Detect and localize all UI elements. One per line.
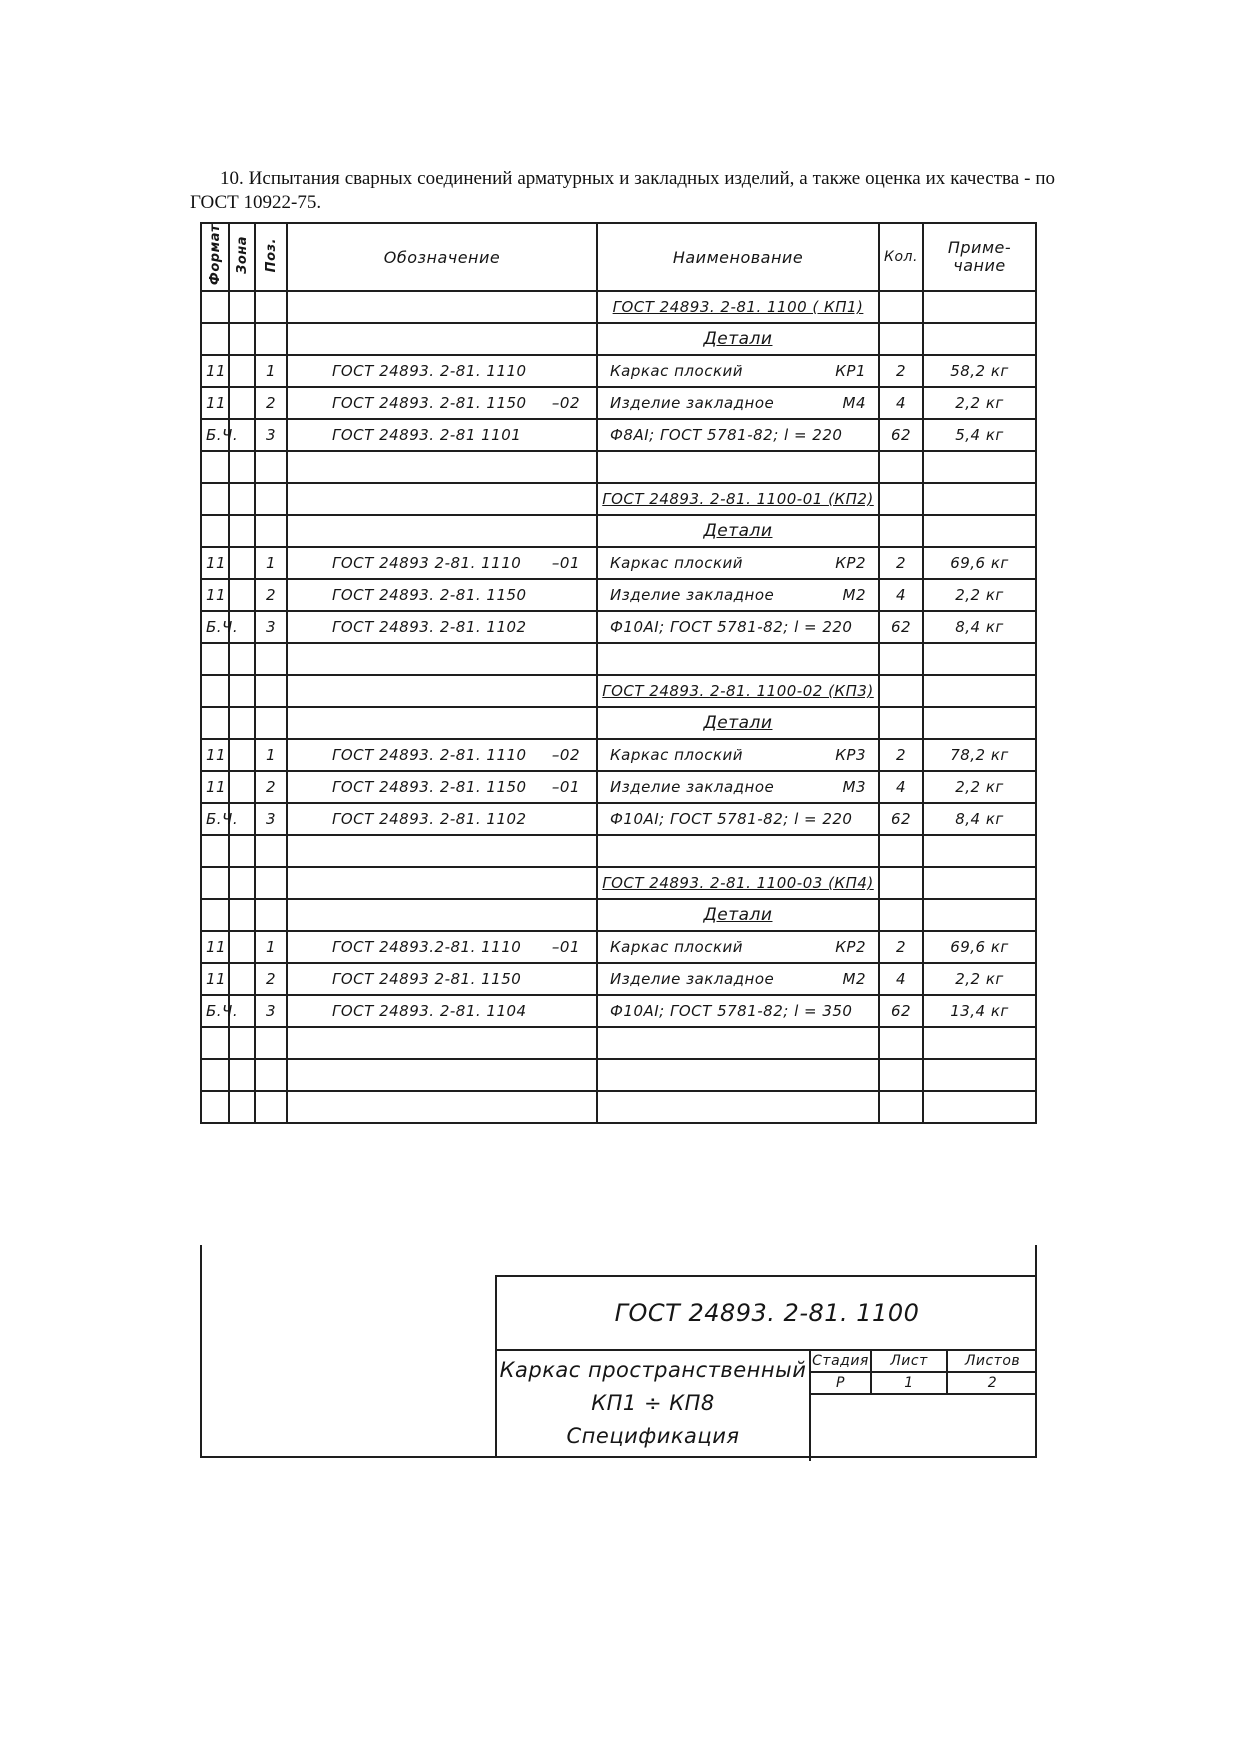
cell-name xyxy=(597,963,879,995)
name-code: М4 xyxy=(842,394,866,412)
cell-designation xyxy=(287,867,597,899)
cell-designation xyxy=(287,643,597,675)
table-row xyxy=(201,419,1036,451)
cell-name xyxy=(597,1091,879,1123)
stamp-name-line3: Спецификация xyxy=(566,1424,740,1448)
subheading-row xyxy=(201,899,1036,931)
cell-name xyxy=(597,1059,879,1091)
cell-qty xyxy=(879,899,923,931)
cell-zone xyxy=(229,899,255,931)
cell-designation xyxy=(287,995,597,1027)
section-title: ГОСТ 24893. 2-81. 1100-03 (КП4) xyxy=(602,874,874,892)
cell-pos xyxy=(255,867,287,899)
cell-pos: 2 xyxy=(255,387,287,419)
stamp-sheets-label: Листов xyxy=(947,1351,1037,1372)
cell-designation xyxy=(287,323,597,355)
cell-designation xyxy=(287,739,597,771)
cell-designation xyxy=(287,675,597,707)
subheading-text: Детали xyxy=(703,905,773,925)
cell-format: 11 xyxy=(201,739,229,771)
cell-qty xyxy=(879,1027,923,1059)
designation-suffix: –01 xyxy=(551,938,580,956)
cell-designation xyxy=(287,451,597,483)
name-text: Изделие закладное xyxy=(610,778,775,796)
cell-qty: 4 xyxy=(879,579,923,611)
cell-pos xyxy=(255,675,287,707)
cell-note xyxy=(923,483,1036,515)
cell-designation xyxy=(287,963,597,995)
cell-format: Б.Ч. xyxy=(201,419,229,451)
name-text: Ф8АI; ГОСТ 5781-82; l = 220 xyxy=(610,426,843,444)
cell-zone xyxy=(229,771,255,803)
section-title: ГОСТ 24893. 2-81. 1100 ( КП1) xyxy=(612,298,864,316)
stamp-stage-label: Стадия xyxy=(811,1351,871,1372)
stamp-document-name xyxy=(497,1351,811,1461)
designation-text: ГОСТ 24893. 2-81. 1150 xyxy=(332,394,527,412)
cell-note xyxy=(923,835,1036,867)
cell-pos xyxy=(255,1091,287,1123)
designation-text: ГОСТ 24893. 2-81. 1150 xyxy=(332,778,527,796)
header-pos: Поз. xyxy=(255,223,287,291)
name-text: Ф10АI; ГОСТ 5781-82; l = 350 xyxy=(610,1002,853,1020)
cell-pos xyxy=(255,899,287,931)
cell-qty xyxy=(879,707,923,739)
cell-note: 69,6 кг xyxy=(923,547,1036,579)
name-code: КР1 xyxy=(835,362,866,380)
empty-row xyxy=(201,835,1036,867)
name-text: Каркас плоский xyxy=(610,554,744,572)
cell-format: 11 xyxy=(201,355,229,387)
name-code: М3 xyxy=(842,778,866,796)
subheading-text: Детали xyxy=(703,329,773,349)
designation-text: ГОСТ 24893 2-81. 1150 xyxy=(332,970,522,988)
cell-zone xyxy=(229,1027,255,1059)
cell-pos: 2 xyxy=(255,963,287,995)
cell-name xyxy=(597,579,879,611)
cell-note: 8,4 кг xyxy=(923,611,1036,643)
cell-qty xyxy=(879,291,923,323)
cell-qty: 4 xyxy=(879,963,923,995)
stamp-document-code: ГОСТ 24893. 2-81. 1100 xyxy=(497,1277,1037,1351)
name-code: М2 xyxy=(842,970,866,988)
name-text: Каркас плоский xyxy=(610,938,744,956)
cell-subheading xyxy=(597,899,879,931)
cell-pos: 3 xyxy=(255,803,287,835)
subheading-row xyxy=(201,515,1036,547)
cell-pos: 2 xyxy=(255,579,287,611)
cell-name xyxy=(597,355,879,387)
cell-qty: 62 xyxy=(879,995,923,1027)
empty-row xyxy=(201,1027,1036,1059)
cell-name xyxy=(597,931,879,963)
cell-format: Б.Ч. xyxy=(201,803,229,835)
cell-qty: 2 xyxy=(879,739,923,771)
name-code: КР2 xyxy=(835,938,866,956)
cell-pos: 1 xyxy=(255,355,287,387)
cell-format xyxy=(201,643,229,675)
cell-designation xyxy=(287,931,597,963)
table-row xyxy=(201,931,1036,963)
cell-pos: 3 xyxy=(255,419,287,451)
cell-note xyxy=(923,1059,1036,1091)
cell-format xyxy=(201,515,229,547)
empty-row xyxy=(201,1091,1036,1123)
cell-note: 58,2 кг xyxy=(923,355,1036,387)
table-row xyxy=(201,771,1036,803)
cell-qty xyxy=(879,867,923,899)
cell-format xyxy=(201,835,229,867)
empty-row xyxy=(201,643,1036,675)
table-row xyxy=(201,611,1036,643)
cell-qty: 62 xyxy=(879,611,923,643)
header-zone: Зона xyxy=(229,223,255,291)
cell-section-title xyxy=(597,291,879,323)
cell-format xyxy=(201,451,229,483)
stamp-sheets-value: 2 xyxy=(947,1372,1037,1394)
cell-note xyxy=(923,867,1036,899)
cell-name xyxy=(597,451,879,483)
cell-pos xyxy=(255,515,287,547)
cell-subheading xyxy=(597,323,879,355)
designation-suffix: –01 xyxy=(551,554,580,572)
name-text: Изделие закладное xyxy=(610,586,775,604)
cell-zone xyxy=(229,1091,255,1123)
cell-note xyxy=(923,1091,1036,1123)
cell-name xyxy=(597,995,879,1027)
name-code: КР2 xyxy=(835,554,866,572)
cell-format xyxy=(201,483,229,515)
name-code: КР3 xyxy=(835,746,866,764)
cell-qty xyxy=(879,675,923,707)
designation-text: ГОСТ 24893. 2-81. 1102 xyxy=(332,810,527,828)
cell-pos xyxy=(255,1059,287,1091)
cell-name xyxy=(597,547,879,579)
cell-designation xyxy=(287,355,597,387)
cell-zone xyxy=(229,931,255,963)
cell-zone xyxy=(229,867,255,899)
stamp-sheet-value: 1 xyxy=(871,1372,947,1394)
cell-format: Б.Ч. xyxy=(201,611,229,643)
cell-format: 11 xyxy=(201,579,229,611)
cell-pos xyxy=(255,707,287,739)
name-text: Ф10АI; ГОСТ 5781-82; l = 220 xyxy=(610,810,853,828)
cell-zone xyxy=(229,547,255,579)
designation-text: ГОСТ 24893. 2-81 1101 xyxy=(332,426,522,444)
table-row xyxy=(201,355,1036,387)
cell-designation xyxy=(287,419,597,451)
cell-zone xyxy=(229,1059,255,1091)
cell-designation xyxy=(287,579,597,611)
table-header-row xyxy=(201,223,1036,291)
cell-designation xyxy=(287,1027,597,1059)
cell-pos: 2 xyxy=(255,771,287,803)
cell-name xyxy=(597,419,879,451)
designation-text: ГОСТ 24893. 2-81. 1150 xyxy=(332,586,527,604)
cell-zone xyxy=(229,483,255,515)
title-block-frame xyxy=(200,1245,1037,1458)
table-row xyxy=(201,963,1036,995)
cell-section-title xyxy=(597,867,879,899)
cell-format: Б.Ч. xyxy=(201,995,229,1027)
header-designation: Обозначение xyxy=(287,223,597,291)
cell-designation xyxy=(287,803,597,835)
subheading-text: Детали xyxy=(703,521,773,541)
cell-designation xyxy=(287,483,597,515)
cell-note xyxy=(923,1027,1036,1059)
cell-note xyxy=(923,323,1036,355)
cell-zone xyxy=(229,291,255,323)
cell-format xyxy=(201,675,229,707)
cell-note: 8,4 кг xyxy=(923,803,1036,835)
cell-designation xyxy=(287,835,597,867)
name-code: М2 xyxy=(842,586,866,604)
cell-pos: 3 xyxy=(255,611,287,643)
table-body xyxy=(201,291,1036,1123)
cell-subheading xyxy=(597,515,879,547)
cell-note: 69,6 кг xyxy=(923,931,1036,963)
cell-zone xyxy=(229,707,255,739)
cell-note: 13,4 кг xyxy=(923,995,1036,1027)
header-note: Приме- чание xyxy=(923,223,1036,291)
table-row xyxy=(201,547,1036,579)
cell-qty: 2 xyxy=(879,355,923,387)
header-format: Формат xyxy=(201,223,229,291)
cell-pos xyxy=(255,451,287,483)
cell-format xyxy=(201,291,229,323)
header-name: Наименование xyxy=(597,223,879,291)
cell-qty: 62 xyxy=(879,419,923,451)
cell-qty: 2 xyxy=(879,931,923,963)
designation-suffix: –02 xyxy=(551,394,580,412)
cell-note: 2,2 кг xyxy=(923,387,1036,419)
cell-designation xyxy=(287,1059,597,1091)
cell-pos xyxy=(255,483,287,515)
designation-text: ГОСТ 24893 2-81. 1110 xyxy=(332,554,522,572)
cell-format xyxy=(201,707,229,739)
cell-zone xyxy=(229,515,255,547)
cell-note xyxy=(923,899,1036,931)
stamp-name-line1: Каркас пространственный xyxy=(499,1358,807,1382)
cell-pos: 1 xyxy=(255,739,287,771)
cell-designation xyxy=(287,291,597,323)
empty-row xyxy=(201,451,1036,483)
cell-qty xyxy=(879,515,923,547)
cell-designation xyxy=(287,547,597,579)
header-qty: Кол. xyxy=(879,223,923,291)
cell-format: 11 xyxy=(201,387,229,419)
cell-designation xyxy=(287,771,597,803)
table-row xyxy=(201,387,1036,419)
cell-note: 78,2 кг xyxy=(923,739,1036,771)
cell-format xyxy=(201,1027,229,1059)
cell-format xyxy=(201,899,229,931)
cell-qty: 62 xyxy=(879,803,923,835)
title-stamp xyxy=(495,1275,1037,1458)
cell-designation xyxy=(287,1091,597,1123)
intro-paragraph: 10. Испытания сварных соединений арматурных и закладных изделий, а также оценка их качества - по ГОСТ 10922-75. xyxy=(190,168,1055,213)
cell-zone xyxy=(229,675,255,707)
cell-designation xyxy=(287,707,597,739)
cell-format xyxy=(201,1059,229,1091)
cell-note: 2,2 кг xyxy=(923,579,1036,611)
cell-note: 5,4 кг xyxy=(923,419,1036,451)
cell-qty: 4 xyxy=(879,771,923,803)
section-row xyxy=(201,291,1036,323)
section-row xyxy=(201,675,1036,707)
cell-format: 11 xyxy=(201,547,229,579)
section-row xyxy=(201,483,1036,515)
name-text: Изделие закладное xyxy=(610,970,775,988)
cell-pos: 1 xyxy=(255,547,287,579)
stamp-name-line2: КП1 ÷ КП8 xyxy=(591,1391,715,1415)
cell-zone xyxy=(229,643,255,675)
cell-pos: 1 xyxy=(255,931,287,963)
table-row xyxy=(201,803,1036,835)
table-row xyxy=(201,995,1036,1027)
cell-designation xyxy=(287,387,597,419)
cell-format: 11 xyxy=(201,771,229,803)
designation-text: ГОСТ 24893. 2-81. 1102 xyxy=(332,618,527,636)
cell-format: 11 xyxy=(201,963,229,995)
cell-qty xyxy=(879,835,923,867)
cell-qty xyxy=(879,1091,923,1123)
cell-format xyxy=(201,867,229,899)
section-title: ГОСТ 24893. 2-81. 1100-01 (КП2) xyxy=(602,490,874,508)
cell-qty xyxy=(879,323,923,355)
cell-qty: 4 xyxy=(879,387,923,419)
cell-pos: 3 xyxy=(255,995,287,1027)
cell-designation xyxy=(287,611,597,643)
cell-pos xyxy=(255,643,287,675)
cell-qty xyxy=(879,483,923,515)
cell-note: 2,2 кг xyxy=(923,963,1036,995)
cell-note: 2,2 кг xyxy=(923,771,1036,803)
empty-row xyxy=(201,1059,1036,1091)
subheading-text: Детали xyxy=(703,713,773,733)
cell-note xyxy=(923,515,1036,547)
cell-format: 11 xyxy=(201,931,229,963)
cell-zone xyxy=(229,451,255,483)
cell-note xyxy=(923,291,1036,323)
cell-zone xyxy=(229,739,255,771)
cell-subheading xyxy=(597,707,879,739)
cell-zone xyxy=(229,963,255,995)
section-title: ГОСТ 24893. 2-81. 1100-02 (КП3) xyxy=(602,682,874,700)
cell-pos xyxy=(255,291,287,323)
cell-note xyxy=(923,643,1036,675)
designation-text: ГОСТ 24893.2-81. 1110 xyxy=(332,938,522,956)
subheading-row xyxy=(201,707,1036,739)
name-text: Изделие закладное xyxy=(610,394,775,412)
cell-designation xyxy=(287,515,597,547)
cell-section-title xyxy=(597,483,879,515)
stamp-sheet-grid xyxy=(811,1351,1037,1395)
designation-suffix: –02 xyxy=(551,746,580,764)
cell-qty xyxy=(879,451,923,483)
specification-table xyxy=(200,222,1037,1124)
cell-qty: 2 xyxy=(879,547,923,579)
cell-zone xyxy=(229,355,255,387)
designation-text: ГОСТ 24893. 2-81. 1110 xyxy=(332,362,527,380)
designation-suffix: –01 xyxy=(551,778,580,796)
cell-format xyxy=(201,1091,229,1123)
cell-name xyxy=(597,835,879,867)
cell-pos xyxy=(255,1027,287,1059)
cell-zone xyxy=(229,579,255,611)
cell-name xyxy=(597,739,879,771)
name-text: Каркас плоский xyxy=(610,362,744,380)
cell-name xyxy=(597,771,879,803)
cell-note xyxy=(923,675,1036,707)
cell-pos xyxy=(255,323,287,355)
cell-name xyxy=(597,643,879,675)
cell-format xyxy=(201,323,229,355)
cell-zone xyxy=(229,835,255,867)
section-row xyxy=(201,867,1036,899)
cell-zone xyxy=(229,323,255,355)
table-row xyxy=(201,739,1036,771)
table-row xyxy=(201,579,1036,611)
stamp-sheet-label: Лист xyxy=(871,1351,947,1372)
name-text: Ф10АI; ГОСТ 5781-82; l = 220 xyxy=(610,618,853,636)
cell-zone xyxy=(229,387,255,419)
subheading-row xyxy=(201,323,1036,355)
stamp-stage-value: Р xyxy=(811,1372,871,1394)
cell-qty xyxy=(879,1059,923,1091)
cell-qty xyxy=(879,643,923,675)
cell-name xyxy=(597,611,879,643)
cell-section-title xyxy=(597,675,879,707)
designation-text: ГОСТ 24893. 2-81. 1104 xyxy=(332,1002,527,1020)
cell-note xyxy=(923,707,1036,739)
cell-pos xyxy=(255,835,287,867)
name-text: Каркас плоский xyxy=(610,746,744,764)
cell-name xyxy=(597,803,879,835)
cell-designation xyxy=(287,899,597,931)
cell-note xyxy=(923,451,1036,483)
cell-name xyxy=(597,1027,879,1059)
cell-name xyxy=(597,387,879,419)
designation-text: ГОСТ 24893. 2-81. 1110 xyxy=(332,746,527,764)
